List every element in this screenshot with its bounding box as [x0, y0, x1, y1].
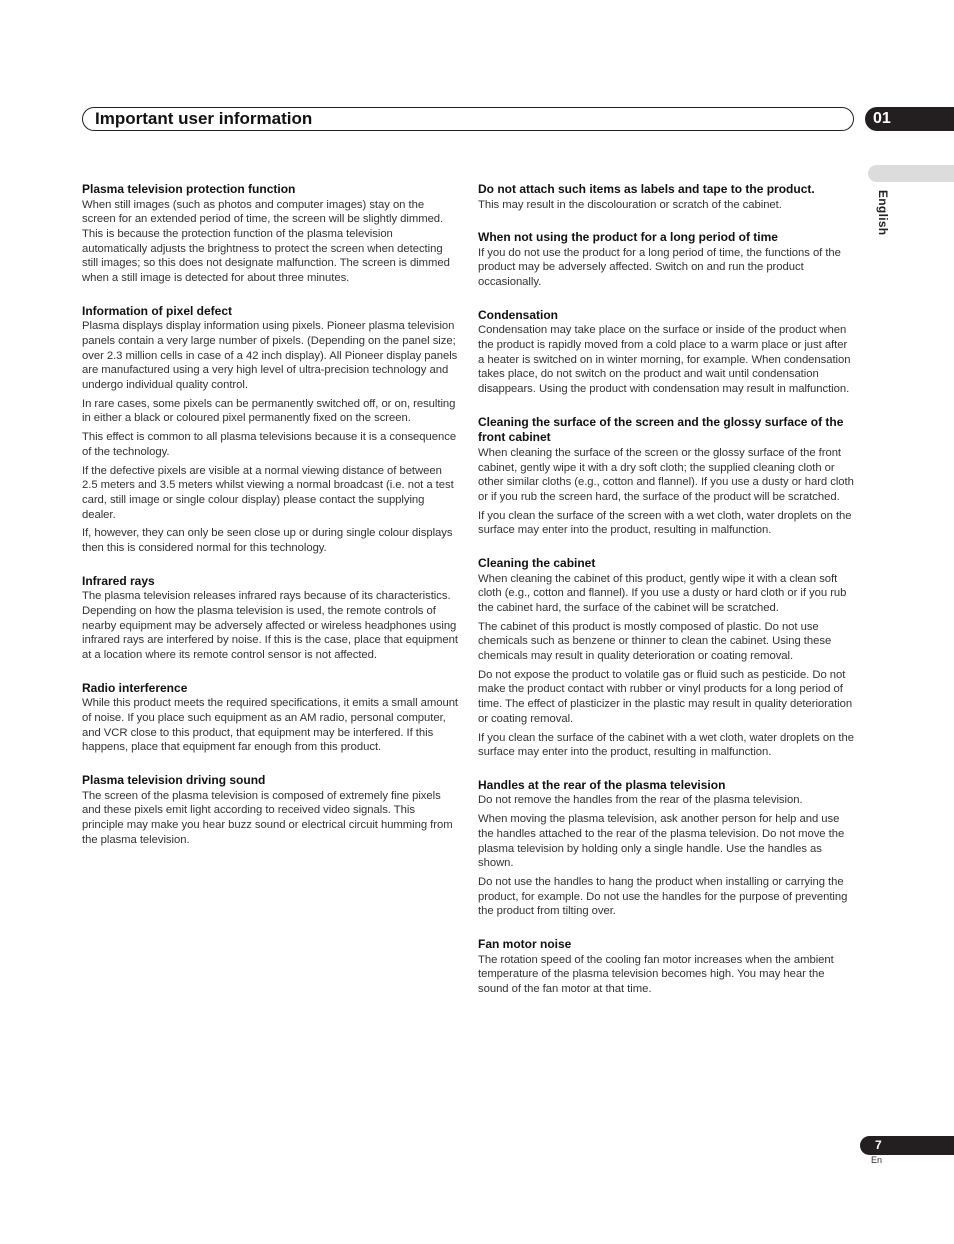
- section-paragraph: If you clean the surface of the cabinet with a wet cloth, water droplets on the surface may enter into the product, resulting in malfunction.: [478, 731, 854, 759]
- section-paragraph: If, however, they can only be seen close up or during single colour displays then this is considered normal for this technology.: [82, 527, 453, 555]
- section-paragraph: If you clean the surface of the screen with a wet cloth, water droplets on the surface may enter into the product, resulting in malfunction.: [478, 509, 852, 537]
- section-paragraph: This effect is common to all plasma televisions because it is a consequence of the technology.: [82, 431, 457, 458]
- section-plasma-television-protection-function: [82, 182, 458, 286]
- section-do-not-attach-such-items-as: [478, 182, 854, 212]
- section-paragraph: The rotation speed of the cooling fan motor increases when the ambient temperature of the plasma television becomes high. You may hear the sound of the fan motor at that time.: [478, 953, 834, 996]
- section-heading: Do not attach such items as labels and tape to the product.: [478, 182, 815, 196]
- section-paragraph: Condensation may take place on the surface or inside of the product when the product is rapidly moved from a cold place to a warm place or just after a heater is switched on in winter morning, for example. When condensation takes place, do not switch on the product and wait until condensation disappears. Using the product with condensation may result in malfunction.: [478, 324, 851, 396]
- section-paragraph: The cabinet of this product is mostly composed of plastic. Do not use chemicals such as benzene or thinner to clean the cabinet. Using these chemicals may result in quality deterioration or coating removal.: [478, 620, 832, 663]
- page-number-badge: 7: [860, 1136, 954, 1155]
- section-paragraph: This may result in the discolouration or scratch of the cabinet.: [478, 198, 782, 211]
- section-heading: Plasma television protection function: [82, 182, 296, 196]
- section-paragraph: When cleaning the surface of the screen or the glossy surface of the front cabinet, gently wipe it with a dry soft cloth; the supplied cleaning cloth or other similar cloths (e.g., cotton and flannel). If you use a dusty or hard cloth or if you rub the screen hard, the surface of the product will be scratched.: [478, 446, 854, 503]
- section-heading: Radio interference: [82, 680, 188, 695]
- section-when-not-using-the-product-for: [478, 230, 854, 290]
- section-heading: Cleaning the surface of the screen and the glossy surface of the front cabinet: [478, 414, 844, 445]
- page-language-code: En: [871, 1155, 883, 1165]
- section-infrared-rays: [82, 574, 458, 663]
- section-paragraph: When cleaning the cabinet of this product, gently wipe it with a clean soft cloth (e.g., cotton and flannel). If you use a dusty or hard cloth or if you rub the cabinet hard, the surface of the cabinet will be scratched.: [478, 572, 847, 614]
- section-heading: Plasma television driving sound: [82, 773, 266, 788]
- section-information-of-pixel-defect: [82, 304, 458, 556]
- section-paragraph: When moving the plasma television, ask another person for help and use the handles attached to the rear of the plasma television. Do not move the plasma television by holding only a single handle. Use the handles as shown.: [478, 813, 845, 870]
- section-paragraph: Plasma displays display information using pixels. Pioneer plasma television panels contain a very large number of pixels. (Depending on the panel size; over 2.3 million cells in case of a 42 inch display). All Pioneer display panels are manufactured using a very high level of ultra-precision technology and undergo individual quality control.: [82, 320, 458, 392]
- page-title: Important user information: [95, 109, 313, 128]
- section-heading: When not using the product for a long period of time: [478, 230, 778, 245]
- header-bar: [82, 107, 854, 131]
- section-paragraph: Do not remove the handles from the rear of the plasma television.: [478, 794, 803, 807]
- chapter-number-badge: 01: [865, 107, 954, 131]
- section-heading: Fan motor noise: [478, 937, 572, 952]
- section-paragraph: Do not expose the product to volatile gas or fluid such as pesticide. Do not make the product contact with rubber or vinyl products for a long period of time. The effect of plasticizer in the plastic may result in quality deterioration or coating removal.: [478, 668, 853, 725]
- section-paragraph: If you do not use the product for a long period of time, the functions of the product may be adversely affected. Switch on and run the product occasionally.: [478, 246, 841, 289]
- section-fan-motor-noise: [478, 937, 854, 997]
- section-heading: Infrared rays: [82, 573, 155, 588]
- section-handles-at-the-rear-of-the: [478, 778, 854, 919]
- section-heading: Condensation: [478, 307, 558, 322]
- right-column: [478, 182, 854, 1015]
- section-paragraph: In rare cases, some pixels can be permanently switched off, or on, resulting in either a black or coloured pixel permanently fixed on the screen.: [82, 397, 456, 425]
- section-condensation: [478, 308, 854, 397]
- section-paragraph: If the defective pixels are visible at a normal viewing distance of between 2.5 meters and 3.5 meters whilst viewing a normal broadcast (i.e. not a test card, still image or single colour display) please contact the supplying dealer.: [82, 464, 454, 521]
- left-column: [82, 182, 458, 865]
- section-paragraph: Do not use the handles to hang the product when installing or carrying the product, for example. Do not use the handles for the purpose of preventing the product from tilting over.: [478, 876, 848, 918]
- section-heading: Handles at the rear of the plasma television: [478, 777, 726, 792]
- section-heading: Information of pixel defect: [82, 303, 233, 318]
- section-paragraph: The screen of the plasma television is composed of extremely fine pixels and these pixels emit light according to received video signals. This principle may make you hear buzz sound or electrical circuit humming from the plasma television.: [82, 789, 453, 846]
- section-plasma-television-driving-sound: [82, 773, 458, 847]
- language-label: English: [876, 190, 890, 236]
- section-cleaning-the-cabinet: [478, 556, 854, 760]
- section-paragraph: The plasma television releases infrared rays because of its characteristics. Depending on how the plasma television is used, the remote controls of nearby equipment may be adversely affected or wireless headphones using infrared rays are interfered by noise. If this is the case, place that equipment at a location where its remote control sensor is not affected.: [82, 590, 458, 662]
- section-heading: Cleaning the cabinet: [478, 556, 596, 571]
- section-radio-interference: [82, 681, 458, 755]
- section-cleaning-the-surface-of-the-screen: [478, 415, 854, 538]
- language-tab: [868, 165, 954, 182]
- section-paragraph: While this product meets the required specifications, it emits a small amount of noise. If you place such equipment as an AM radio, personal computer, and VCR close to this product, that equipment may be interfered. If this happens, place that equipment far enough from this product.: [82, 697, 459, 754]
- section-paragraph: When still images (such as photos and computer images) stay on the screen for an extended period of time, the screen will be slightly dimmed. This is because the protection function of the plasma television automatically adjusts the brightness to protect the screen when detecting still images; so this does not designate malfunction. The screen is dimmed when a still image is detected for about three minutes.: [82, 198, 450, 285]
